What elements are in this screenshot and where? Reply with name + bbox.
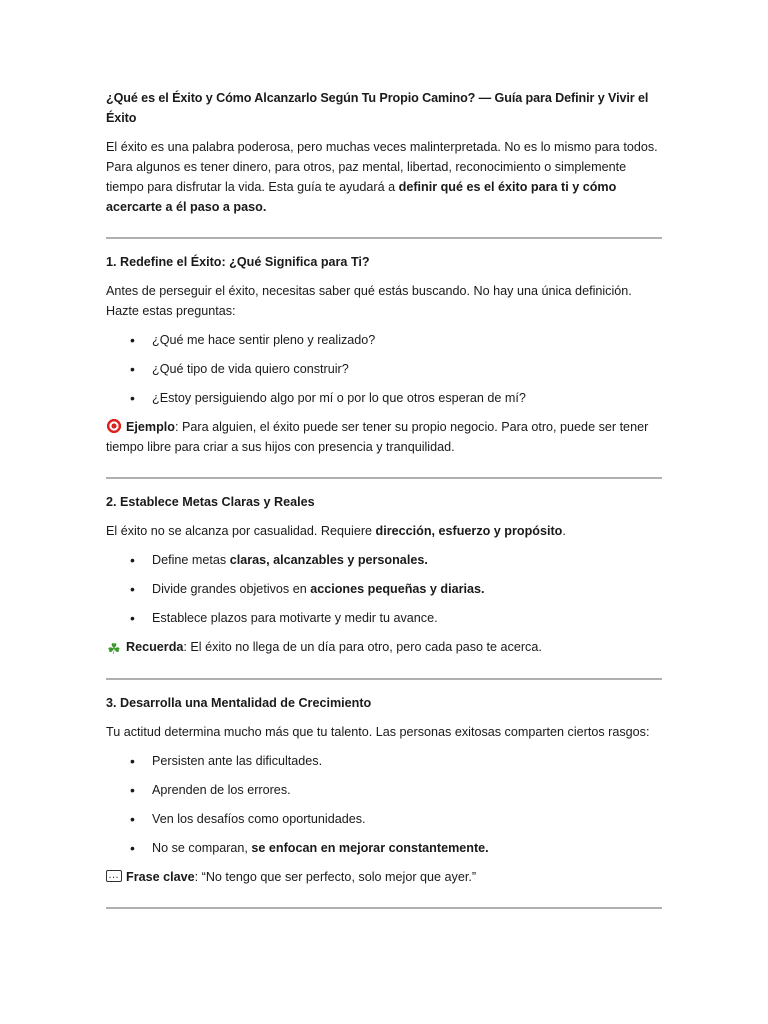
key-phrase-note: …Frase clave: “No tengo que ser perfecto, solo mejor que ayer.” [106, 867, 662, 887]
section-heading: 2. Establece Metas Claras y Reales [106, 495, 315, 509]
divider [106, 237, 662, 239]
document-title: ¿Qué es el Éxito y Cómo Alcanzarlo Según Tu Propio Camino? — Guía para Definir y Vivir el Éxito [106, 91, 649, 125]
section-paragraph: Tu actitud determina mucho más que tu talento. Las personas exitosas comparten ciertos rasgos: [106, 725, 650, 739]
list-item: • Divide grandes objetivos en acciones pequeñas y diarias. [106, 579, 662, 599]
divider [106, 907, 662, 909]
speech-bubble-icon [106, 870, 122, 882]
clover-icon: ☘ [107, 641, 121, 658]
intro-paragraph: El éxito es una palabra poderosa, pero muchas veces malinterpretada. No es lo mismo para todos. Para algunos es tener dinero, para otros, paz mental, libertad, reconocimiento o simplemente tiempo para disfrutar la vida. Esta guía te ayudará a definir qué es el éxito para ti y cómo acercarte a él paso a paso. [106, 140, 658, 214]
intro-bold: definir qué es el éxito para ti y cómo acercarte a él paso a paso. [106, 180, 617, 214]
document-content [106, 88, 662, 922]
section-heading: 3. Desarrolla una Mentalidad de Crecimiento [106, 696, 372, 710]
section-paragraph: El éxito no se alcanza por casualidad. Requiere dirección, esfuerzo y propósito. [106, 524, 566, 538]
divider [106, 477, 662, 479]
divider [106, 678, 662, 680]
list-item: • Aprenden de los errores. [106, 780, 662, 800]
list-item: • Ven los desafíos como oportunidades. [106, 809, 662, 829]
list-item: • Establece plazos para motivarte y medir tu avance. [106, 608, 662, 628]
list-item: • No se comparan, se enfocan en mejorar constantemente. [106, 838, 662, 858]
list-item: • ¿Estoy persiguiendo algo por mí o por lo que otros esperan de mí? [106, 388, 662, 408]
remember-note: ☘ Recuerda: El éxito no llega de un día para otro, pero cada paso te acerca. [107, 640, 542, 658]
target-icon [106, 418, 122, 434]
example-note: Ejemplo: Para alguien, el éxito puede ser tener su propio negocio. Para otro, puede ser tener tiempo libre para criar a sus hijos con presencia y tranquilidad. [106, 420, 649, 454]
bullet-list [106, 330, 662, 408]
section-heading: 1. Redefine el Éxito: ¿Qué Significa para Ti? [106, 255, 370, 269]
list-item: • ¿Qué tipo de vida quiero construir? [106, 359, 662, 379]
list-item: • Persisten ante las dificultades. [106, 751, 662, 771]
bullet-list [106, 751, 662, 858]
list-item: • Define metas claras, alcanzables y personales. [106, 550, 662, 570]
list-item: • ¿Qué me hace sentir pleno y realizado? [106, 330, 662, 350]
bullet-list [106, 550, 662, 628]
section-paragraph: Antes de perseguir el éxito, necesitas saber qué estás buscando. No hay una única definición. Hazte estas preguntas: [106, 284, 632, 318]
